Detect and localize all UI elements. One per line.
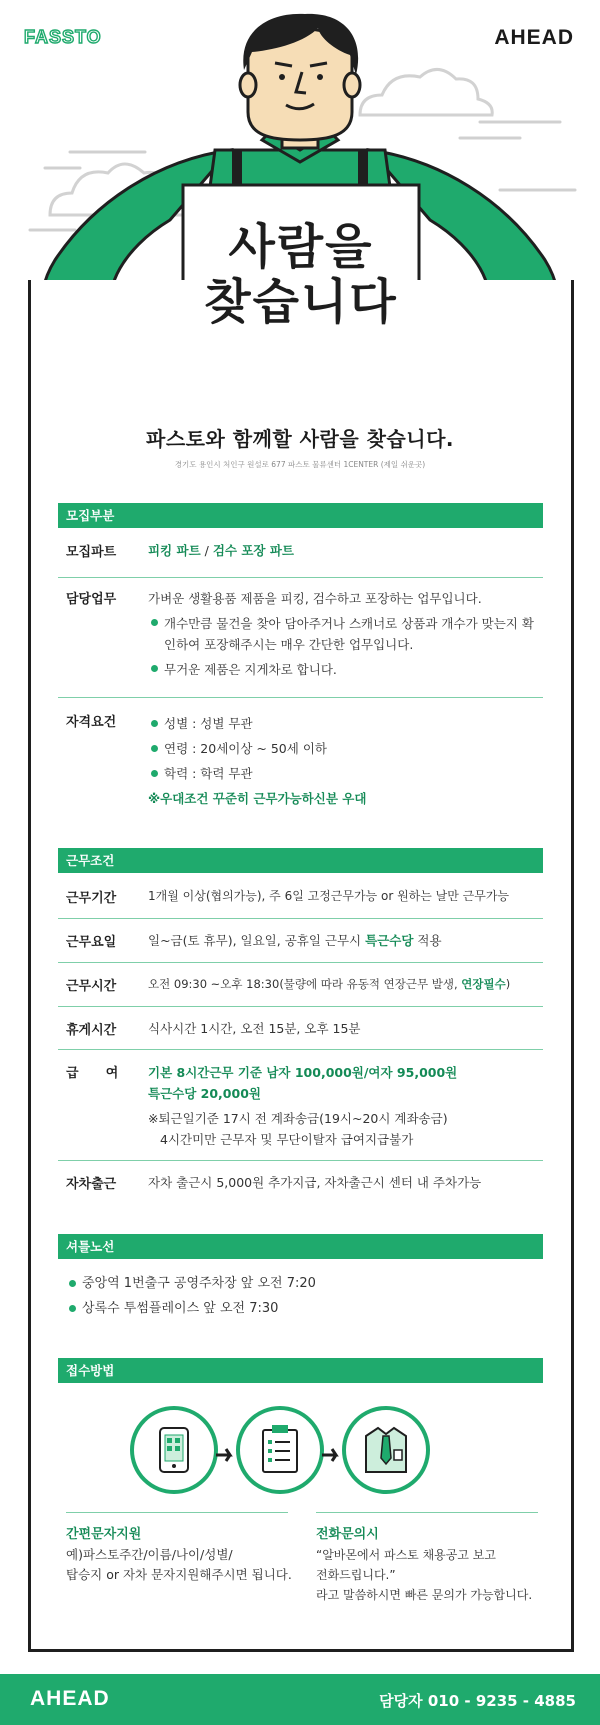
divider <box>58 1006 543 1007</box>
form-icon <box>238 1408 322 1492</box>
arrow-icon <box>322 1449 336 1461</box>
sms-body: 예)파스토주간/이름/나이/성별/ 탑승지 or 자차 문자지원해주시면 됩니다. <box>66 1547 292 1582</box>
divider <box>58 918 543 919</box>
shirt-icon <box>344 1408 428 1492</box>
row-label: 자격요건 <box>66 715 117 730</box>
divider <box>316 1512 538 1513</box>
divider <box>66 1512 288 1513</box>
divider <box>58 577 543 578</box>
row-label: 근무기간 <box>66 891 117 906</box>
row-label: 근무요일 <box>66 935 117 950</box>
section-shuttle-title: 셔틀노선 <box>58 1234 543 1259</box>
row-value: 기본 8시간근무 기준 남자 100,000원/여자 95,000원 특근수당 20,000원 ※퇴근일기준 17시 전 계좌송금(19시~20시 계좌송금) 4시간미만 근무자 및 무단이탈자 급여지급불가 <box>148 1065 458 1147</box>
sms-title: 간편문자지원 <box>66 1527 142 1542</box>
row-value: 1개월 이상(협의가능), 주 6일 고정근무가능 or 원하는 날만 근무가능 <box>148 889 510 903</box>
row-value: 성별 : 성별 무관 연령 : 20세이상 ~ 50세 이하 학력 : 학력 무관 ※우대조건 꾸준히 근무가능하신분 우대 <box>148 716 367 806</box>
list-item: 중앙역 1번출구 공영주차장 앞 오전 7:20 <box>66 1271 551 1296</box>
call-title: 전화문의시 <box>316 1527 379 1542</box>
divider <box>58 1049 543 1050</box>
row-value: 자차 출근시 5,000원 추가지급, 자차출근시 센터 내 주차가능 <box>148 1175 482 1190</box>
row-label: 모집파트 <box>66 545 117 560</box>
arrow-icon <box>216 1449 230 1461</box>
row-label: 급 여 <box>66 1066 119 1081</box>
row-value: 일~금(토 휴무), 일요일, 공휴일 근무시 특근수당 적용 <box>148 933 442 948</box>
ahead-logo: AHEAD <box>494 26 574 49</box>
row-value: 식사시간 1시간, 오전 15분, 오후 15분 <box>148 1021 361 1036</box>
sign-text: 사람을 찾습니다 <box>204 219 398 330</box>
address: 경기도 용인시 처인구 원설로 677 파스토 물류센터 1CENTER (제일 쉬운곳) <box>174 460 426 469</box>
row-label: 근무시간 <box>66 979 117 994</box>
footer-phone[interactable]: 담당자 010 - 9235 - 4885 <box>379 1692 576 1710</box>
section-recruit-title: 모집부분 <box>58 503 543 528</box>
row-value: 가벼운 생활용품 제품을 피킹, 검수하고 포장하는 업무입니다. 개수만큼 물건을 찾아 담아주거나 스캐너로 상품과 개수가 맞는지 확인하여 포장해주시는 매우 간단한 업무입니다. 무거운 제품은 지게차로 합니다. <box>148 591 534 677</box>
row-label: 휴게시간 <box>66 1023 117 1038</box>
divider <box>58 962 543 963</box>
row-value: 피킹 파트 / 검수 포장 파트 <box>148 543 294 558</box>
row-label: 자차출근 <box>66 1177 117 1192</box>
page-title: 파스토와 함께할 사람을 찾습니다. <box>146 427 454 451</box>
row-value: 오전 09:30 ~오후 18:30(물량에 따라 유동적 연장근무 발생, 연장필수) <box>148 977 511 991</box>
phone-icon <box>132 1408 216 1492</box>
shuttle-list <box>58 1271 543 1321</box>
footer <box>0 1674 600 1725</box>
list-item: 상록수 투썸플레이스 앞 오전 7:30 <box>66 1296 551 1321</box>
svg-text:FASSTO: FASSTO <box>24 27 102 47</box>
call-body: “알바몬에서 파스토 채용공고 보고 전화드립니다.” 라고 말씀하시면 빠른 문의가 가능합니다. <box>316 1548 533 1602</box>
divider <box>58 697 543 698</box>
section-conditions-title: 근무조건 <box>58 848 543 873</box>
divider <box>58 1160 543 1161</box>
row-label: 담당업무 <box>66 592 117 607</box>
footer-brand: AHEAD <box>30 1687 110 1710</box>
apply-steps <box>130 1400 470 1500</box>
section-apply-title: 접수방법 <box>58 1358 543 1383</box>
